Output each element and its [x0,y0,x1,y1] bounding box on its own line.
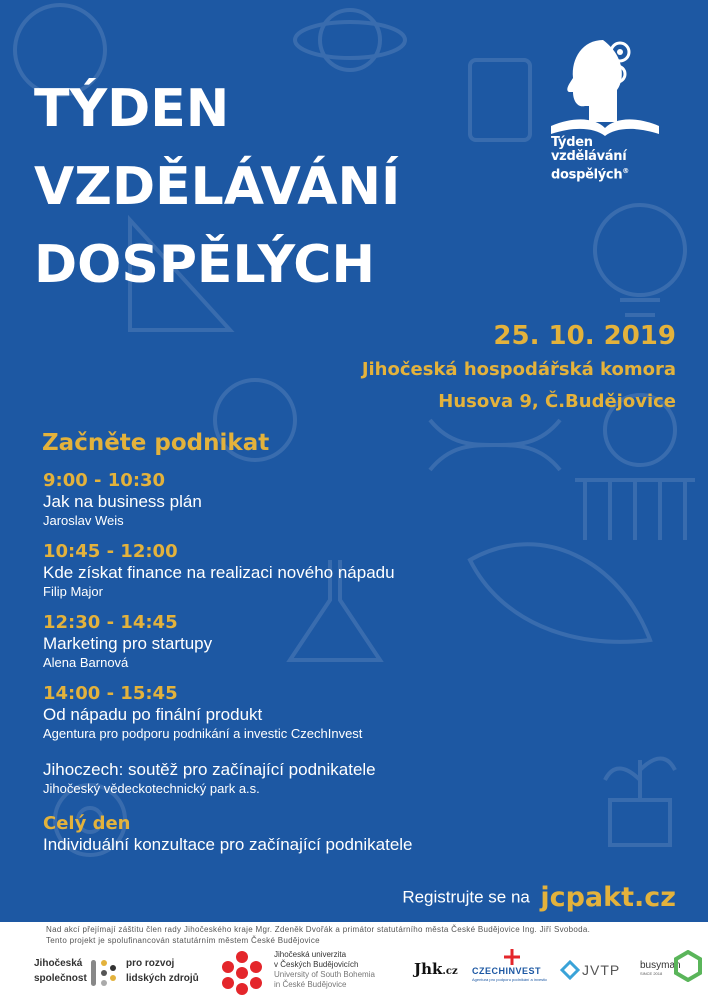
program-talk: Od nápadu po finální produkt [43,705,263,724]
event-venue: Jihočeská hospodářská komora [361,359,676,380]
jcu-text-3: University of South Bohemia [274,970,375,979]
jcu-dot [236,967,248,979]
logo-text-line-2: vzdělávání [551,149,627,164]
jsprz-text-left [34,956,87,986]
program-list [43,470,663,867]
jcu-dot [250,977,262,989]
program-time: 14:00 - 15:45 [43,683,178,704]
bg-lightbulb-base [620,300,660,315]
program-speaker: Filip Major [43,584,103,599]
busyman-hex-icon [674,950,702,982]
logo-text-line-1: Týden [551,135,593,150]
busyman-hex [676,952,700,980]
czechinvest-name: CZECHINVEST [472,966,542,976]
jhk-logo [414,960,458,978]
footer-patronage: Nad akcí přejímají záštitu člen rady Jihočeského kraje Mgr. Zdeněk Dvořák a primátor statutárního města České Budějovice Ing. Jiří Svoboda. [46,925,591,934]
title-line-3: DOSPĚLÝCH [34,235,375,295]
czechinvest-cross-icon [502,948,522,966]
program-item [43,612,663,671]
logo-gear-large-hub [617,49,623,55]
jcu-text-1: Jihočeská univerzita [274,950,347,959]
jsprz-logo [34,954,224,994]
program-speaker: Alena Barnová [43,655,129,670]
program-time: 12:30 - 14:45 [43,612,178,633]
jcu-dot [236,951,248,963]
bg-atom-orbit [295,22,405,58]
jsprz-text-right [126,956,199,986]
jcu-text [274,950,375,990]
jcu-text-2: v Českých Budějovicích [274,960,359,969]
jsprz-text-left-1: Jihočeská [34,958,83,969]
busyman-name: busyman [640,960,681,971]
program-talk: Jak na business plán [43,492,202,511]
program-item [43,683,663,742]
jvtp-mark-icon [560,960,580,980]
footer-funding: Tento projekt je spolufinancován statutárním městem České Budějovice [46,936,320,945]
busyman-since: SINCE 2018 [640,971,663,976]
program-time: 10:45 - 12:00 [43,541,178,562]
program-talk: Individuální konzultace pro začínající podnikatele [43,835,413,854]
jsprz-text-right-1: pro rozvoj [126,958,175,969]
jsprz-bar [91,960,96,986]
program-speaker: Jihočeský vědeckotechnický park a.s. [43,781,260,796]
section-title: Začněte podnikat [42,430,270,456]
jcu-dot [222,977,234,989]
registration-link[interactable]: jcpakt.cz [540,882,676,913]
poster-title [34,70,400,304]
jhk-logo-text: Jhk [414,960,443,978]
jsprz-dot [110,965,116,971]
program-speaker: Agentura pro podporu podnikání a investic CzechInvest [43,726,363,741]
jcu-dot [222,961,234,973]
title-line-1: TÝDEN [34,79,230,139]
jvtp-mark [562,962,578,978]
program-time: 9:00 - 10:30 [43,470,166,491]
jsprz-dot [110,975,116,981]
program-item [43,813,663,855]
registered-mark: ® [622,167,629,175]
event-address: Husova 9, Č.Budějovice [438,391,676,412]
footer-note [46,924,686,946]
jcu-dot [236,983,248,995]
jcu-text-4: in České Budějovice [274,980,347,989]
jhk-logo-suffix: .cz [442,966,458,977]
title-line-2: VZDĚLÁVÁNÍ [34,157,401,217]
czechinvest-cross [504,949,520,965]
jvtp-logo: JVTP [582,962,621,978]
bg-lightbulb-icon [595,205,685,295]
event-date: 25. 10. 2019 [493,321,676,351]
czechinvest-tagline: Agentura pro podporu podnikání a investic [472,977,548,982]
czechinvest-text [472,966,547,983]
partner-logos [0,946,708,1000]
program-speaker: Jaroslav Weis [43,513,124,528]
jcu-dot [250,961,262,973]
program-item [43,470,663,529]
event-info [362,318,676,418]
bg-atom-icon [320,10,380,70]
jsprz-dot [101,970,107,976]
registration-label: Registrujte se na [402,887,530,907]
jsprz-text-right-2: lidských zdrojů [126,973,199,984]
jsprz-dot [101,960,107,966]
program-talk: Marketing pro startupy [43,634,213,653]
program-time: Celý den [43,813,131,834]
program-talk: Jihoczech: soutěž pro začínající podnikatele [43,760,376,779]
program-talk: Kde získat finance na realizaci nového nápadu [43,563,395,582]
program-item [43,541,663,600]
logo-gear-small-hub [615,72,620,77]
jsprz-dots-icon [89,958,117,988]
logo-text-line-3 [551,164,629,182]
jcu-dots-icon [218,950,266,996]
bg-dna-icon [430,420,560,470]
logo-text-line-3-word: dospělých [551,167,623,183]
bg-book-icon [470,60,530,140]
logo-wordmark [551,136,629,182]
jsprz-text-left-2: společnost [34,973,87,984]
registration [402,882,676,913]
jsprz-dot [101,980,107,986]
program-item [43,760,663,797]
